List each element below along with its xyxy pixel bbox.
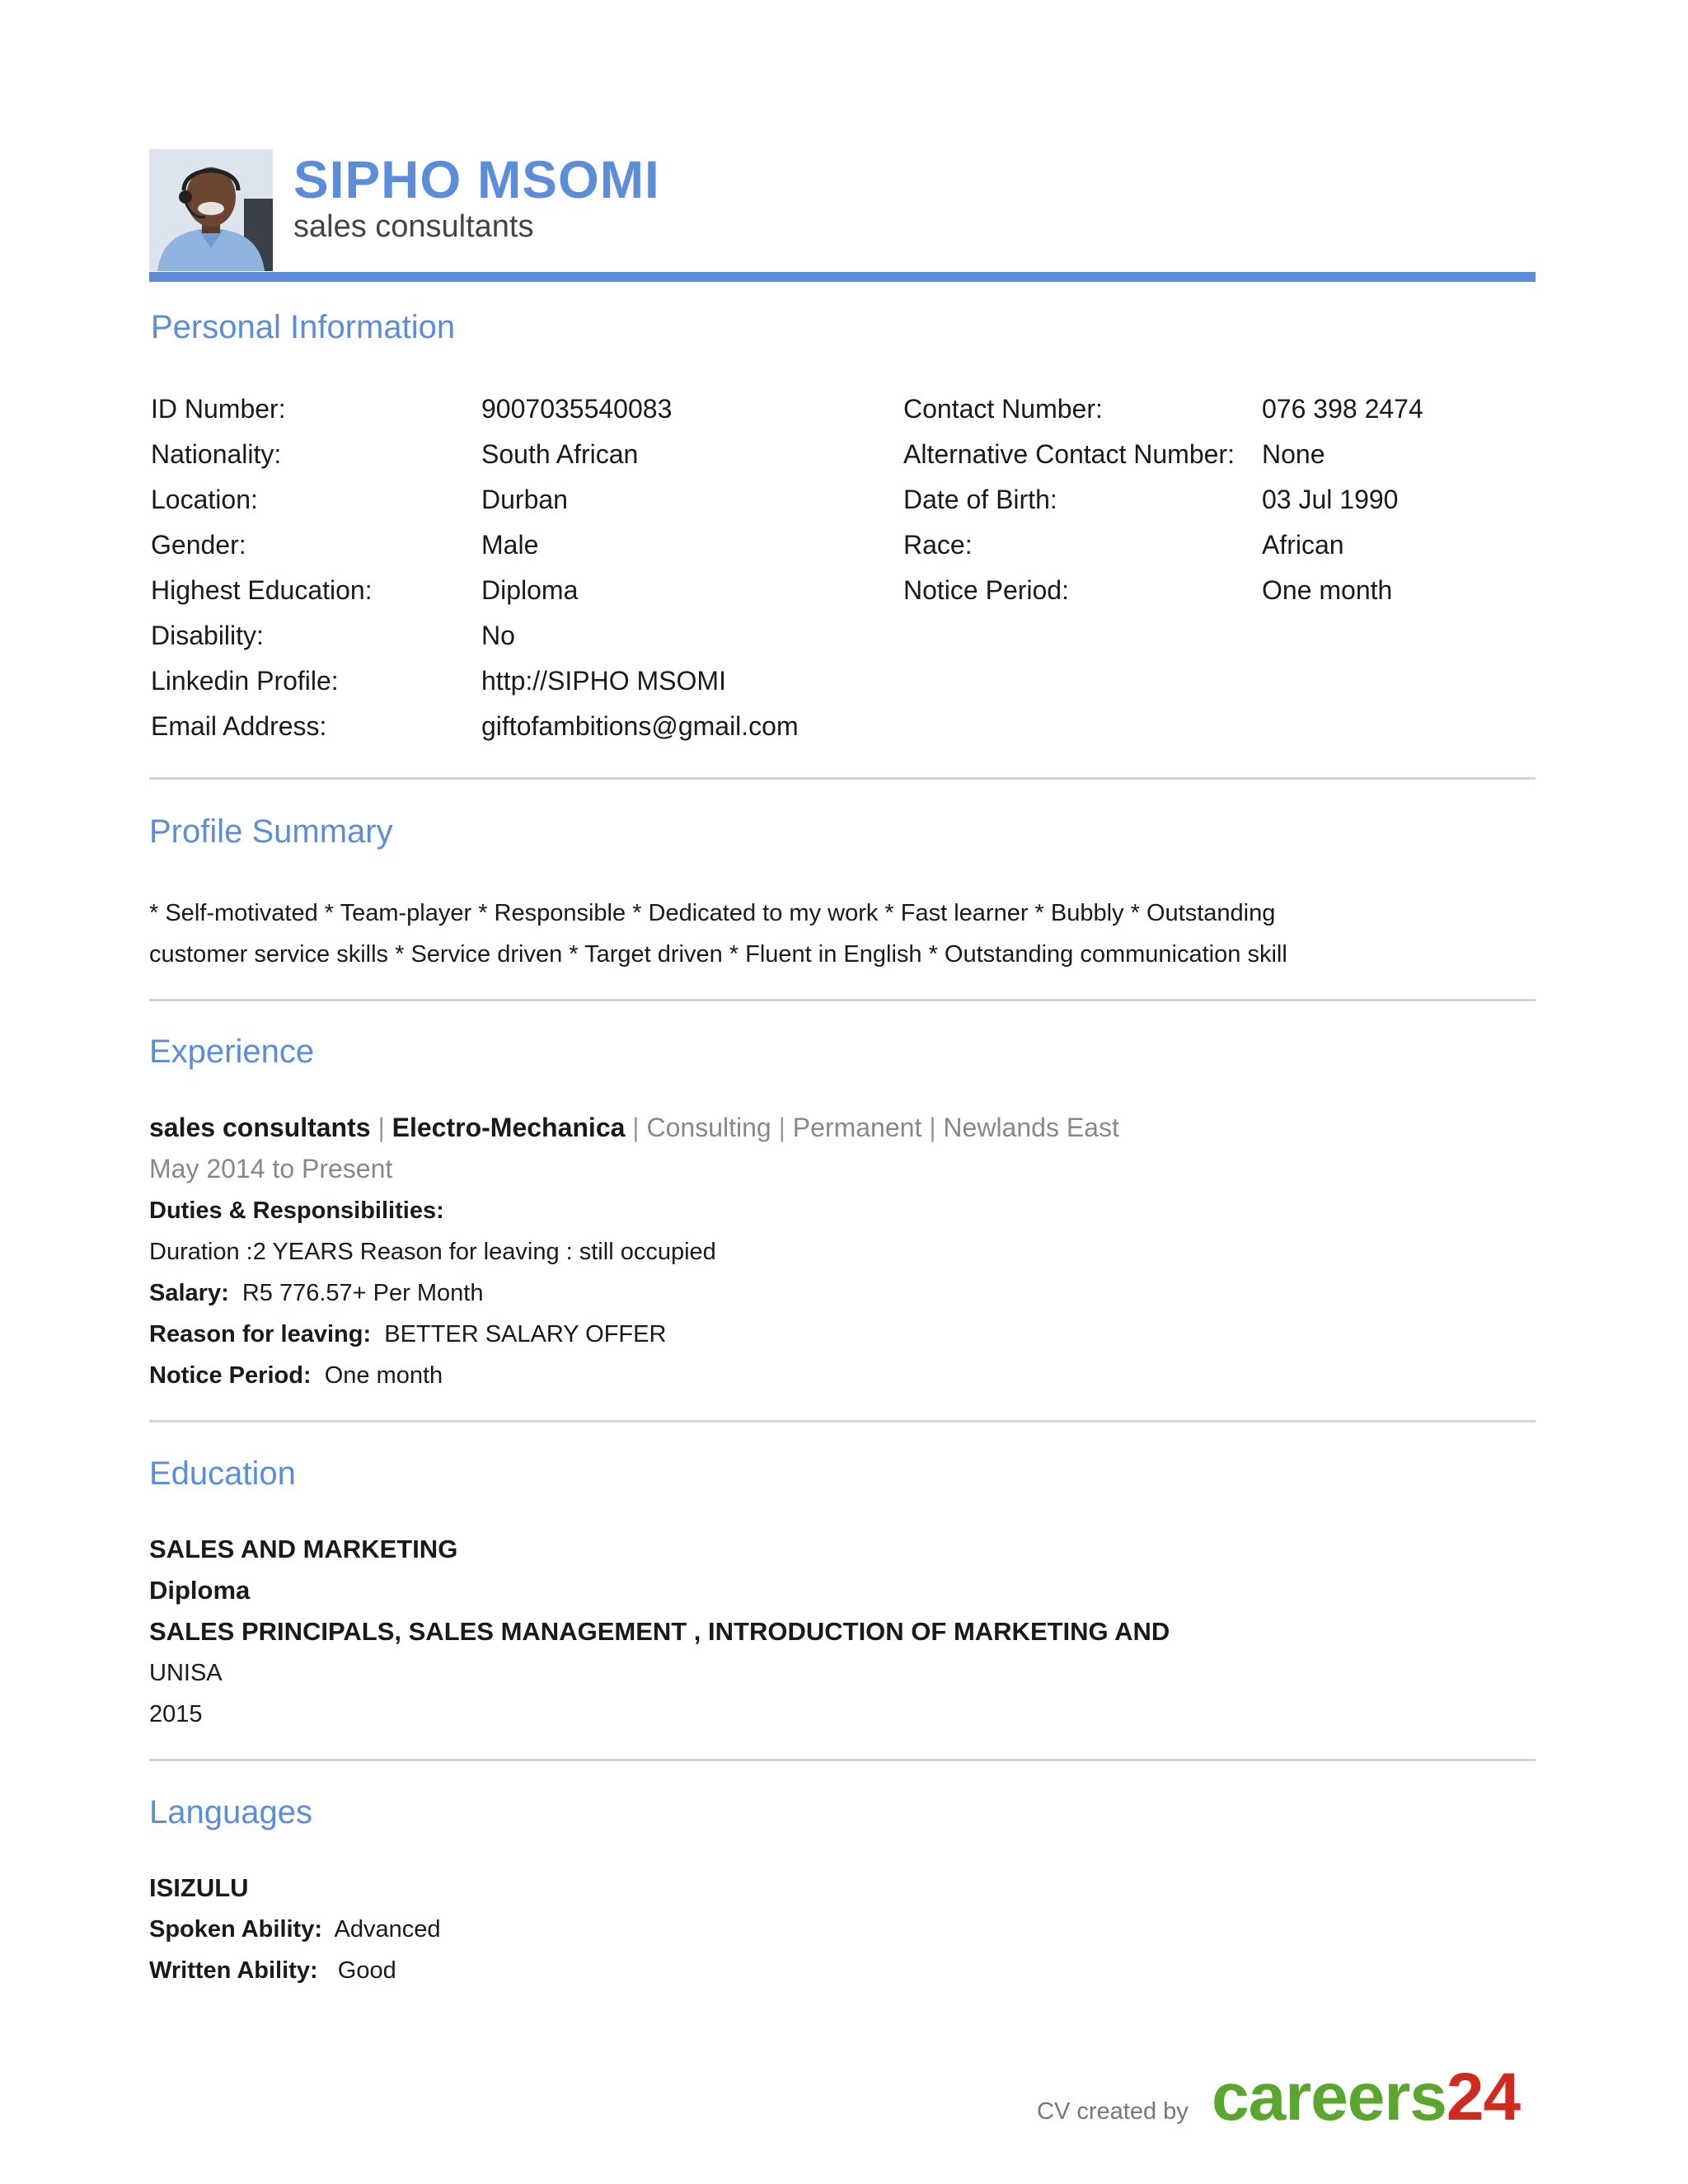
info-label: Notice Period:: [903, 575, 1069, 605]
email-link[interactable]: giftofambitions@gmail.com: [481, 711, 799, 741]
job-type: Permanent: [792, 1113, 922, 1142]
notice-row: [149, 1359, 443, 1392]
reason-value: BETTER SALARY OFFER: [384, 1321, 667, 1347]
separator: |: [377, 1113, 385, 1142]
info-label: Linkedin Profile:: [151, 666, 339, 696]
reason-row: [149, 1318, 666, 1351]
cv-header: [149, 147, 1536, 272]
spoken-label: Spoken Ability:: [149, 1916, 322, 1943]
info-label: Email Address:: [151, 711, 327, 741]
notice-label: Notice Period:: [149, 1362, 312, 1389]
separator: |: [632, 1113, 640, 1142]
info-value: One month: [1262, 575, 1393, 605]
job-industry: Consulting: [646, 1113, 771, 1142]
info-value: Diploma: [481, 575, 579, 605]
section-divider: [149, 1759, 1536, 1761]
job-period: May 2014 to Present: [149, 1154, 393, 1183]
footer-created-by: CV created by: [1037, 2098, 1189, 2125]
info-value: Male: [481, 530, 539, 560]
language-name: ISIZULU: [149, 1873, 249, 1902]
info-label: ID Number:: [151, 394, 286, 424]
header-divider: [149, 272, 1536, 282]
separator: |: [929, 1113, 936, 1142]
info-label: Date of Birth:: [903, 485, 1057, 514]
duties-text: Duration :2 YEARS Reason for leaving : still occupied: [149, 1239, 716, 1265]
education-field: SALES AND MARKETING: [149, 1535, 458, 1563]
info-value: 03 Jul 1990: [1262, 485, 1399, 514]
info-label: Nationality:: [151, 439, 282, 469]
careers24-logo[interactable]: [1212, 2060, 1520, 2135]
linkedin-link[interactable]: http://SIPHO MSOMI: [481, 666, 726, 696]
section-divider: [149, 1420, 1536, 1422]
written-row: [149, 1954, 396, 1987]
info-value: No: [481, 621, 515, 650]
logo-text: careers: [1212, 2060, 1447, 2135]
reason-label: Reason for leaving:: [149, 1321, 372, 1347]
salary-label: Salary:: [149, 1280, 229, 1306]
profile-photo: [149, 149, 273, 271]
section-title-languages: Languages: [149, 1794, 312, 1830]
job-title: sales consultants: [149, 1113, 371, 1142]
info-label: Disability:: [151, 621, 264, 650]
spoken-value: Advanced: [334, 1916, 441, 1943]
spoken-row: [149, 1913, 441, 1946]
candidate-headline: sales consultants: [293, 209, 534, 244]
education-subjects: SALES PRINCIPALS, SALES MANAGEMENT , INTRODUCTION OF MARKETING AND: [149, 1617, 1170, 1646]
duties-label: Duties & Responsibilities:: [149, 1197, 444, 1224]
experience-heading: [149, 1111, 1119, 1144]
info-label: Race:: [903, 530, 973, 560]
company-name: Electro-Mechanica: [392, 1113, 626, 1142]
separator: |: [778, 1113, 785, 1142]
education-institution: UNISA: [149, 1660, 223, 1686]
info-label: Location:: [151, 485, 258, 514]
profile-summary-line: * Self-motivated * Team-player * Responsible * Dedicated to my work * Fast learner * Bubbly * Outstanding: [149, 900, 1276, 926]
info-label: Highest Education:: [151, 575, 373, 605]
section-title-personal: Personal Information: [151, 309, 456, 345]
info-label: Contact Number:: [903, 394, 1103, 424]
section-title-experience: Experience: [149, 1033, 315, 1070]
section-title-profile: Profile Summary: [149, 813, 393, 850]
profile-summary-line: customer service skills * Service driven * Target driven * Fluent in English * Outstanding communication skill: [149, 941, 1287, 968]
notice-value: One month: [324, 1362, 443, 1389]
written-label: Written Ability:: [149, 1957, 318, 1984]
salary-row: [149, 1277, 483, 1310]
section-title-education: Education: [149, 1455, 296, 1492]
info-value: African: [1262, 530, 1344, 560]
info-label: Gender:: [151, 530, 246, 560]
logo-number: 24: [1446, 2060, 1521, 2135]
info-value: South African: [481, 439, 639, 469]
info-value: None: [1262, 439, 1325, 469]
info-value: 076 398 2474: [1262, 394, 1423, 424]
salary-value: R5 776.57+ Per Month: [241, 1280, 484, 1306]
info-value: Durban: [481, 485, 568, 514]
education-year: 2015: [149, 1701, 203, 1727]
candidate-name: SIPHO MSOMI: [293, 150, 660, 209]
written-value: Good: [337, 1957, 396, 1984]
education-qualification: Diploma: [149, 1576, 251, 1605]
section-divider: [149, 999, 1536, 1001]
job-location: Newlands East: [943, 1113, 1119, 1142]
info-value: 9007035540083: [481, 394, 673, 424]
section-divider: [149, 777, 1536, 780]
info-label: Alternative Contact Number:: [903, 439, 1235, 469]
